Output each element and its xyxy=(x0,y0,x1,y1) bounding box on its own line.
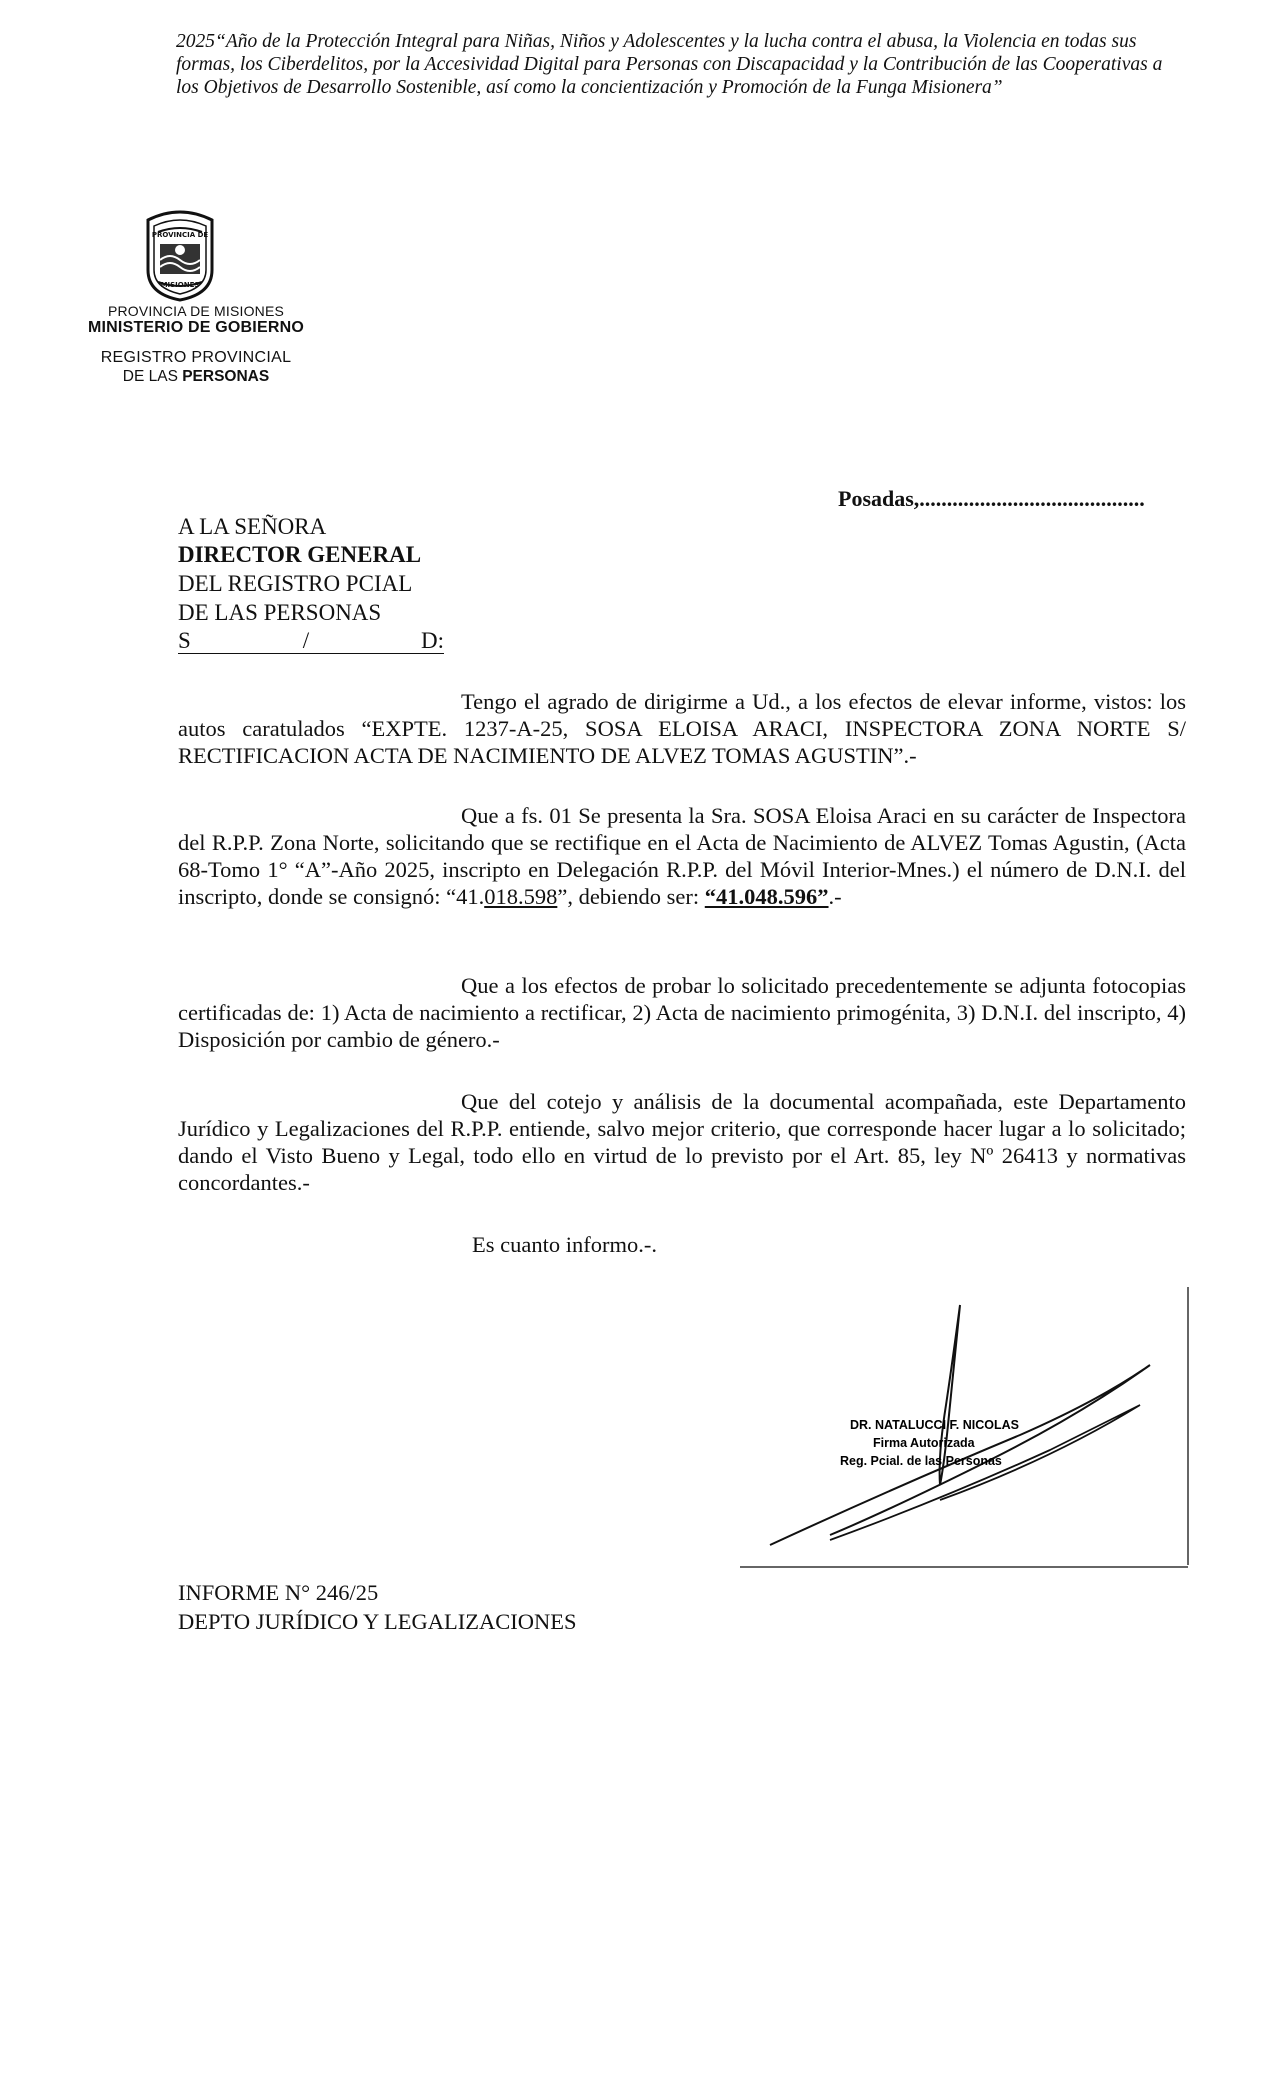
addressee-line1: A LA SEÑORA xyxy=(178,514,327,539)
institution-ministry: MINISTERIO DE GOBIERNO xyxy=(88,319,304,336)
place-date: Posadas,......................................... xyxy=(838,486,1145,511)
stamp-name: DR. NATALUCCI F. NICOLAS xyxy=(850,1418,1019,1432)
sd-line: S / D: xyxy=(178,628,444,653)
provincial-seal-logo xyxy=(140,210,220,302)
closing-statement: Es cuanto informo.-. xyxy=(472,1232,657,1257)
paragraph-4: Que del cotejo y análisis de la documental acompañada, este Departamento Jurídico y Legalizaciones del R.P.P. entiende, salvo mejor criterio, que corresponde hacer lugar a lo solicitado; dando el Visto Bueno y Legal, todo ello en virtud de lo previsto por el Art. 85, ley Nº 26413 y normativas concordantes.- xyxy=(178,1089,1186,1195)
svg-text:MISIONES: MISIONES xyxy=(160,281,200,289)
institution-registry-persons: DE LAS PERSONAS xyxy=(122,368,270,385)
paragraph-2: Que a fs. 01 Se presenta la Sra. SOSA Eloisa Araci en su carácter de Inspectora del R.P.P. Zona Norte, solicitando que se rectifique en el Acta de Nacimiento de ALVEZ Tomas Agustin, (Acta 68-Tomo 1° “A”-Año 2025, inscripto en Delegación R.P.P. del Móvil Interior-Mnes.) el número de D.N.I. del inscripto, donde se consignó: “41.018.598”, debiendo ser: “41.048.596”.- xyxy=(178,803,1186,909)
institution-registry: REGISTRO PROVINCIAL xyxy=(100,349,292,366)
stamp-role: Firma Autorizada xyxy=(873,1436,975,1450)
svg-text:PROVINCIA DE: PROVINCIA DE xyxy=(151,231,209,239)
header-motto: 2025“Año de la Protección Integral para Niñas, Niños y Adolescentes y la lucha contra el abusa, la Violencia en todas sus formas, los Ciberdelitos, por la Accesividad Digital para Personas con Discapacidad y la Contribución de las Cooperativas a los Objetivos de Desarrollo Sostenible, así como la concientización y Promoción de la Funga Misionera” xyxy=(176,31,1163,98)
addressee-line4: DE LAS PERSONAS xyxy=(178,600,382,625)
institution-province: PROVINCIA DE MISIONES xyxy=(107,303,285,319)
addressee-title: DIRECTOR GENERAL xyxy=(178,542,422,567)
signature-block xyxy=(740,1285,1190,1570)
addressee-line3: DEL REGISTRO PCIAL xyxy=(178,571,413,596)
stamp-office: Reg. Pcial. de las Personas xyxy=(840,1454,1002,1468)
department-name: DEPTO JURÍDICO Y LEGALIZACIONES xyxy=(178,1609,577,1634)
report-number: INFORME N° 246/25 xyxy=(178,1580,379,1605)
paragraph-1: Tengo el agrado de dirigirme a Ud., a los efectos de elevar informe, vistos: los autos caratulados “EXPTE. 1237-A-25, SOSA ELOISA ARACI, INSPECTORA ZONA NORTE S/ RECTIFICACION ACTA DE NACIMIENTO DE ALVEZ TOMAS AGUSTIN”.- xyxy=(178,689,1186,768)
paragraph-3: Que a los efectos de probar lo solicitado precedentemente se adjunta fotocopias certificadas de: 1) Acta de nacimiento a rectificar, 2) Acta de nacimiento primogénita, 3) D.N.I. del inscripto, 4) Disposición por cambio de género.- xyxy=(178,973,1186,1052)
